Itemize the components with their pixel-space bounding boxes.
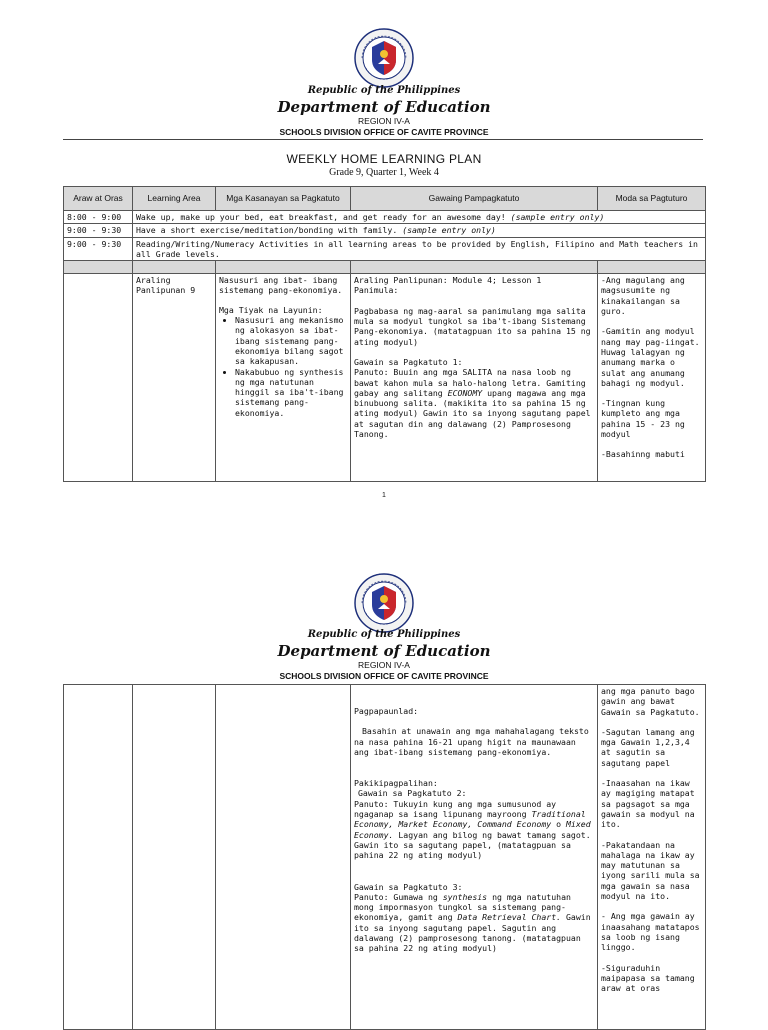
gawain3-label: Gawain sa Pagkatuto 3: <box>354 881 463 892</box>
table-header-row <box>64 187 706 211</box>
empty-cell <box>64 261 133 274</box>
division-line: SCHOOLS DIVISION OFFICE OF CAVITE PROVINCE <box>279 127 489 137</box>
gawain2-text-a: Panuto: Tukuyin kung ang mga sumusunod ay ngaganap sa isang lipunang mayroong <box>354 798 557 820</box>
header-gawain: Gawaing Pampagkatuto <box>351 187 598 211</box>
moda-cell <box>598 685 706 1030</box>
activity-cell <box>351 274 598 482</box>
pakikipagpalihan-label: Pakikipagpalihan: <box>354 778 438 789</box>
competency-cell <box>216 685 351 1030</box>
panimula-text: Pagbabasa ng mag-aaral sa panimulang mga salita mula sa modyul tungkol sa iba't-ibang Sistemang Pang-ekonomiya. (matatagpuan ito sa pahina 15 ng ating modyul) <box>354 305 591 347</box>
gawain3-text-a: Panuto: Gumawa ng <box>354 891 438 902</box>
schedule-note: (sample entry only) <box>510 212 605 222</box>
schedule-activity <box>133 224 706 237</box>
deped-seal-logo <box>354 28 414 88</box>
objective-item: • Nasusuri ang mekanismo ng alokasyon sa ibat-ibang sistemang pang-ekonomiya bilang sagot sa kakapusan. <box>235 315 347 366</box>
schedule-text: Have a short exercise/meditation/bonding with family. <box>136 225 398 236</box>
gawain1-text-b: upang magawa ang mga binubuong salita. (makikita ito sa pahina 15 ng ating modyul) Gawin ito sa inyong sagutang papel at sagutan din ang dalawang (2) Pamprosesong Tanong. <box>354 387 591 440</box>
moda-item: -Ang magulang ang magsusumite ng kinakailangan sa guro. <box>601 275 685 317</box>
moda-item: ang mga panuto bago gawin ang bawat Gawain sa Pagkatuto. <box>601 686 700 717</box>
schedule-row <box>64 224 706 237</box>
panimula-label: Panimula: <box>354 285 399 296</box>
header-learning-area: Learning Area <box>133 187 216 211</box>
department-title: Department of Education <box>277 642 491 660</box>
page-2 <box>0 565 768 1024</box>
schedule-time: 8:00 - 9:00 <box>64 211 133 224</box>
gawain2-text-b: Lagyan ang bilog ng bawat tamang sagot. Gawin ito sa sagutang papel, (matatagpuan sa pahina 22 ng ating modyul) <box>354 829 591 861</box>
region-line: REGION IV-A <box>358 116 410 126</box>
empty-cell <box>216 261 351 274</box>
schedule-activity: Reading/Writing/Numeracy Activities in all learning areas to be provided by English, Filipino and Math teachers in all Grade levels. <box>133 237 706 261</box>
gawain1-emphasis: ECONOMY <box>447 387 483 398</box>
lesson-row <box>64 274 706 482</box>
moda-item: -Inaasahan na ikaw ay magiging matapat sa pagsagot sa mga gawain sa modyul na ito. <box>601 778 695 830</box>
region-line: REGION IV-A <box>358 660 410 670</box>
header-divider <box>63 139 703 140</box>
moda-item: - Ang mga gawain ay inaasahang matatapos sa loob ng isang linggo. <box>601 911 700 953</box>
gawain2-instructions <box>354 799 594 861</box>
moda-item: -Siguraduhin maipapasa sa tamang araw at oras <box>601 962 695 994</box>
gawain3-emphasis: synthesis <box>442 891 488 902</box>
competency-text: Nasusuri ang ibat- ibang sistemang pang-ekonomiya. <box>219 275 343 296</box>
gawain2-connector: o <box>556 819 562 830</box>
plan-subtitle: Grade 9, Quarter 1, Week 4 <box>329 167 439 178</box>
schedule-row <box>64 237 706 261</box>
republic-line: Republic of the Philippines <box>307 85 461 96</box>
learning-plan-table <box>63 186 706 482</box>
moda-item: -Sagutan lamang ang mga Gawain 1,2,3,4 at sagutin sa sagutang papel <box>601 726 695 768</box>
lesson-row-continued <box>64 685 706 1030</box>
day-time-cell <box>64 274 133 482</box>
plan-title: WEEKLY HOME LEARNING PLAN <box>286 152 482 166</box>
empty-cell <box>133 261 216 274</box>
schedule-note: (sample entry only) <box>402 225 496 236</box>
empty-cell <box>351 261 598 274</box>
schedule-text: Wake up, make up your bed, eat breakfast, and get ready for an awesome day! <box>136 212 506 222</box>
header-kasanayan: Mga Kasanayan sa Pagkatuto <box>216 187 351 211</box>
objectives-list <box>219 315 347 418</box>
gawain2-label: Gawain sa Pagkatuto 2: <box>358 788 467 799</box>
gawain3-text-b: ng mga natutuhan mong impormasyon tungkol sa sistemang pang-ekonomiya, gamit ang <box>354 891 571 923</box>
objective-item: • Nakabubuo ng synthesis ng mga natutunan hinggil sa iba't-ibang sistemang pang-ekonomiya. <box>235 367 347 418</box>
department-title: Department of Education <box>277 98 491 116</box>
republic-line: Republic of the Philippines <box>307 629 461 640</box>
activity-cell <box>351 685 598 1030</box>
header-araw-at-oras: Araw at Oras <box>64 187 133 211</box>
gawain3-text-c: Gawin ito sa inyong sagutang papel. Sagutin ang dalawang (2) pamprosesong tanong. (matatagpuan sa pahina 22 ng ating modyul) <box>354 912 591 954</box>
learning-area-cell: Araling Panlipunan 9 <box>133 274 216 482</box>
moda-item: -Pakatandaan na mahalaga na ikaw ay may matutunan sa iyong sarili mula sa mga gawain sa nasa modyul na ito. <box>601 839 700 902</box>
pagpapaunlad-text: Basahin at unawain ang mga mahahalagang teksto na nasa pahina 16-21 upang higit na maunawaan ang ibat-ibang sistemang pang-ekonomiya. <box>354 726 589 757</box>
schedule-time: 9:00 - 9:30 <box>64 237 133 261</box>
objectives-title: Mga Tiyak na Layunin: <box>219 304 323 315</box>
learning-area-cell <box>133 685 216 1030</box>
gawain3-emphasis: Data Retrieval Chart. <box>457 912 562 923</box>
moda-item: -Basahinng mabuti <box>601 449 685 460</box>
gawain1-text-a: Panuto: Buuin ang mga SALITA na nasa loob ng bawat kahon mula sa halo-halong letra. Gamiting gabay ang salitang <box>354 367 586 398</box>
learning-plan-table-continued <box>63 684 706 1030</box>
day-time-cell <box>64 685 133 1030</box>
deped-seal-logo <box>354 573 414 633</box>
gawain2-emphasis: Traditional Economy, Market Economy, Command Economy <box>354 809 586 830</box>
empty-cell <box>598 261 706 274</box>
division-line: SCHOOLS DIVISION OFFICE OF CAVITE PROVINCE <box>279 671 489 681</box>
schedule-activity <box>133 211 706 224</box>
separator-row <box>64 261 706 274</box>
moda-item: -Gamitin ang modyul nang may pag-iingat. Huwag lalagyan ng anumang marka o sulat ang anumang bahagi ng modyul. <box>601 326 700 388</box>
gawain1-instructions <box>354 367 594 439</box>
header-moda: Moda sa Pagtuturo <box>598 187 706 211</box>
page-number: 1 <box>382 492 386 499</box>
schedule-time: 9:00 - 9:30 <box>64 224 133 237</box>
gawain2-emphasis: Mixed Economy. <box>354 819 591 840</box>
activity-title: Araling Panlipunan: Module 4; Lesson 1 <box>354 275 542 286</box>
gawain1-label: Gawain sa Pagkatuto 1: <box>354 356 463 367</box>
moda-cell <box>598 274 706 482</box>
gawain3-instructions <box>354 892 594 954</box>
schedule-row <box>64 211 706 224</box>
competency-cell <box>216 274 351 482</box>
moda-item: -Tingnan kung kumpleto ang mga pahina 15 - 23 ng modyul <box>601 398 685 440</box>
pagpapaunlad-label: Pagpapaunlad: <box>354 706 419 716</box>
